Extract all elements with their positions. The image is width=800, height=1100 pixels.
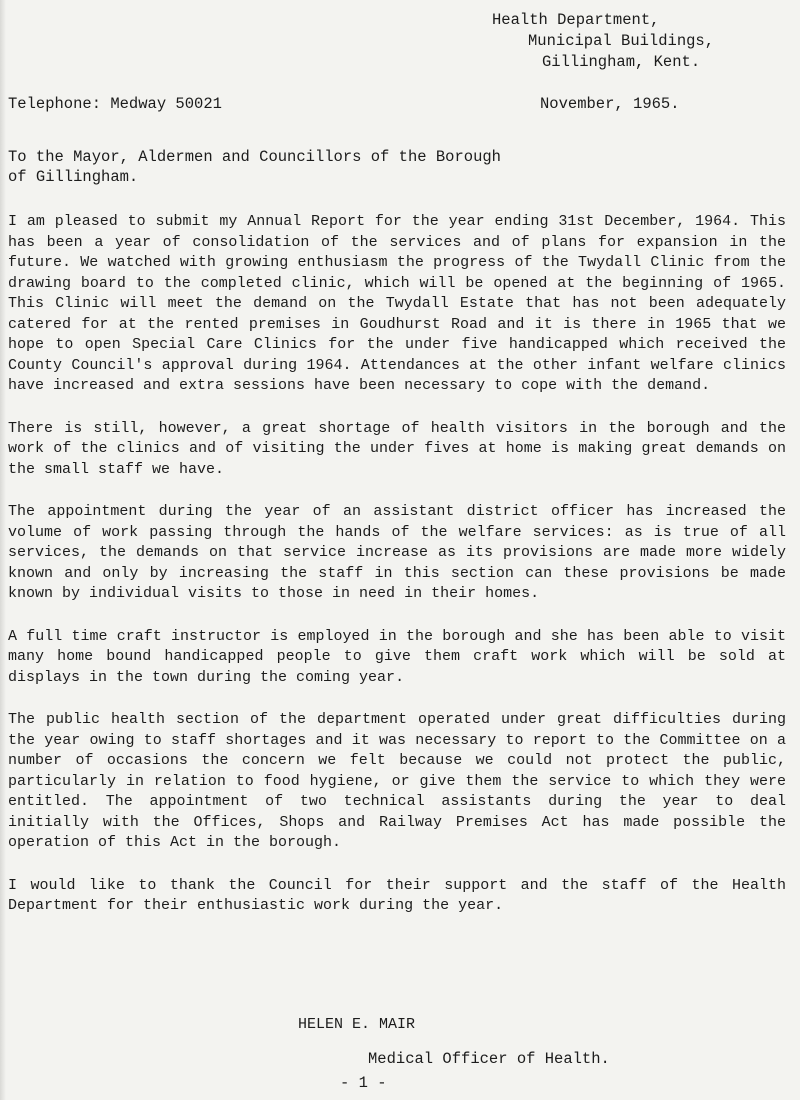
paragraph: There is still, however, a great shortage of health visitors in the borough and the work of the clinics and of visiting the under fives at home is making great demands on the small staff we have. xyxy=(8,419,786,478)
signatory-title: Medical Officer of Health. xyxy=(368,1050,610,1068)
page-edge-shadow xyxy=(0,0,6,1100)
signature-name: HELEN E. MAIR xyxy=(298,1016,416,1033)
paragraph: The appointment during the year of an assistant district officer has increased the volume of work passing through the hands of the welfare services: as is true of all services, the demands on that service increase as its provisions are made more widely known and only by increasing the staff in this section can these provisions be made known by individual visits to those in need in their homes. xyxy=(8,503,786,602)
report-body xyxy=(8,212,786,939)
sender-address xyxy=(492,10,714,73)
page-number: - 1 - xyxy=(340,1074,387,1092)
address-line-2: Municipal Buildings, xyxy=(528,32,715,50)
paragraph: I would like to thank the Council for their support and the staff of the Health Department for their enthusiastic work during the year. xyxy=(8,876,786,914)
address-line-3: Gillingham, Kent. xyxy=(542,53,701,71)
paragraph: I am pleased to submit my Annual Report for the year ending 31st December, 1964. This has been a year of consolidation of the services and of plans for expansion in the future. We watched with growing enthusiasm the progress of the Twydall Clinic from the drawing board to the completed clinic, which will be opened at the beginning of 1965. This Clinic will meet the demand on the Twydall Estate that has not been adequately catered for at the rented premises in Goudhurst Road and it is there in 1965 that we hope to open Special Care Clinics for the under five handicapped which received the County Council's approval during 1964. Attendances at the other infant welfare clinics have increased and extra sessions have been necessary to cope with the demand. xyxy=(8,213,786,394)
address-line-1: Health Department, xyxy=(492,11,660,29)
letter-date: November, 1965. xyxy=(540,95,680,113)
paragraph: The public health section of the department operated under great difficulties during the year owing to staff shortages and it was necessary to report to the Committee on a number of occasions the concern we felt because we could not protect the public, particularly in relation to food hygiene, or give them the service to which they were entitled. The appointment of two technical assistants during the year to deal initially with the Offices, Shops and Railway Premises Act has made possible the operation of this Act in the borough. xyxy=(8,711,786,851)
telephone-number: Telephone: Medway 50021 xyxy=(8,95,222,113)
salutation: To the Mayor, Aldermen and Councillors of the Borough of Gillingham. xyxy=(8,148,501,186)
paragraph: A full time craft instructor is employed in the borough and she has been able to visit many home bound handicapped people to give them craft work which will be sold at displays in the town during the coming year. xyxy=(8,627,786,686)
